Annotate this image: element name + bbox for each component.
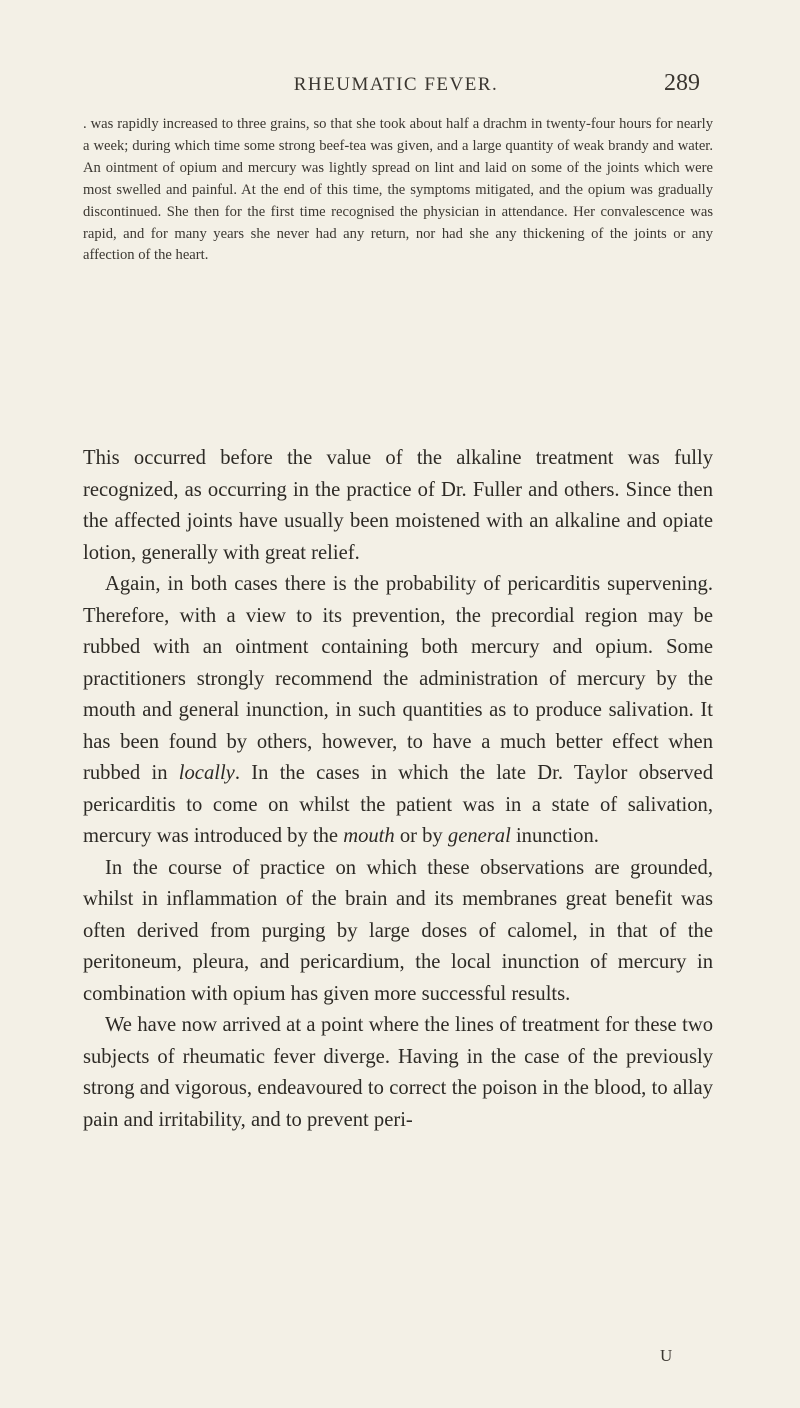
paragraph-pericarditis xyxy=(83,569,713,853)
emphasis-mouth: mouth xyxy=(343,825,395,847)
signature-mark: U xyxy=(660,1346,673,1365)
paragraph-pericarditis-part-b: . In the cases in which the late Dr. Taylor observed pericarditis to come on whilst the patient was in a state of salivation, mercury was introduced by the xyxy=(83,762,713,847)
paragraph-pericarditis-part-d: inunction. xyxy=(510,825,599,847)
page-number: 289 xyxy=(664,70,700,96)
paragraph-lines-of-treatment: We have now arrived at a point where the lines of treatment for these two subjects of rheumatic fever diverge. Having in the case of the previously strong and vigorous, endeavoured to correct the poison in the blood, to allay pain and irritability, and to prevent peri- xyxy=(83,1014,713,1131)
main-text xyxy=(83,443,713,1136)
paragraph-pericarditis-part-c: or by xyxy=(394,825,448,847)
paragraph-alkaline-treatment: This occurred before the value of the alkaline treatment was fully recognized, as occurring in the practice of Dr. Fuller and others. Since then the affected joints have usually been moistened with an alkaline and opiate lotion, generally with great relief. xyxy=(83,447,713,564)
paragraph-course-of-practice: In the course of practice on which these observations are grounded, whilst in inflammation of the brain and its membranes great benefit was often derived from purging by large doses of calomel, in that of the peritoneum, pleura, and pericardium, the local inunction of mercury in combination with opium has given more successful results. xyxy=(83,856,713,1005)
emphasis-general: general xyxy=(447,825,511,847)
running-head xyxy=(96,70,700,100)
paragraph-pericarditis-part-a: Again, in both cases there is the probability of pericarditis supervening. Therefore, with a view to its prevention, the precordial region may be rubbed with an ointment containing both mercury and opium. Some practitioners strongly recommend the administration of mercury by the mouth and general inunction, in such quantities as to produce salivation. It has been found by others, however, to have a much better effect when rubbed in xyxy=(83,573,713,784)
case-report-paragraph: . was rapidly increased to three grains, so that she took about half a drachm in twenty-four hours for nearly a week; during which time some strong beef-tea was given, and a large quantity of weak brandy and water. An ointment of opium and mercury was lightly spread on lint and laid on some of the joints which were most swelled and painful. At the end of this time, the symptoms mitigated, and the opium was gradually discontinued. She then for the first time recognised the physician in attendance. Her convalescence was rapid, and for many years she never had any return, nor had she any thickening of the joints or any affection of the heart. xyxy=(83,116,713,264)
running-title: RHEUMATIC FEVER. xyxy=(293,74,499,95)
emphasis-locally: locally xyxy=(178,762,235,784)
